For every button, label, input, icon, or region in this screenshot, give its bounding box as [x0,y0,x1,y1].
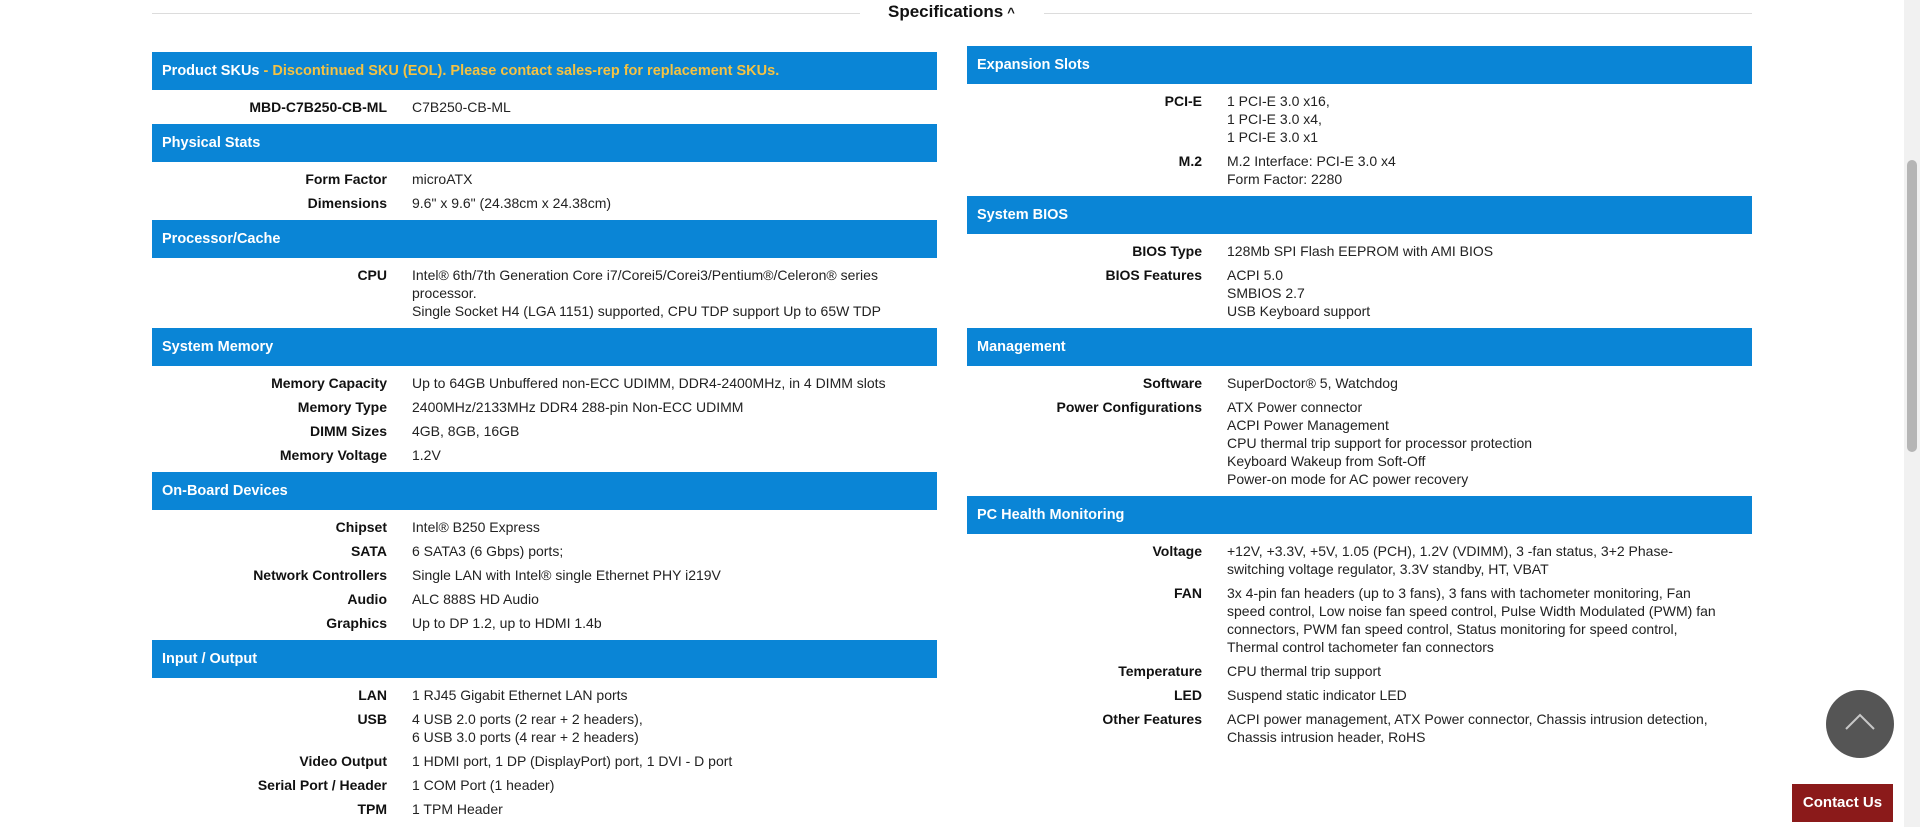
spec-label: Form Factor [305,171,387,187]
section-physical-stats [152,124,937,220]
spec-value [1227,266,1752,320]
spec-value-line: 4GB, 8GB, 16GB [412,423,520,439]
spec-value-line: microATX [412,171,473,187]
spec-value [412,542,937,560]
spec-value-line: 3x 4-pin fan headers (up to 3 fans), 3 fans with tachometer monitoring, Fan speed control, Low noise fan speed control, Pulse Width Modulated (PWM) fan connectors, PWM fan speed control, Status monitoring for speed control, Thermal control tachometer fan connectors [1227,585,1716,655]
specifications-toggle[interactable] [888,2,1015,22]
spec-value-line: ALC 888S HD Audio [412,591,539,607]
specs-left-column [152,52,937,826]
spec-value [1227,584,1752,656]
spec-value [1227,398,1752,488]
eol-warning: - Discontinued SKU (EOL). Please contact sales-rep for replacement SKUs. [259,63,780,79]
spec-value [412,446,937,464]
spec-label: Memory Voltage [279,447,387,463]
spec-row [967,92,1752,146]
spec-value [412,752,937,770]
spec-value-line: 1 RJ45 Gigabit Ethernet LAN ports [412,687,628,703]
specifications-header [152,0,1752,26]
spec-value [412,614,937,632]
spec-value [412,776,937,794]
spec-rows [967,542,1752,754]
section-title: Product SKUs [162,63,260,79]
spec-value-line: SuperDoctor® 5, Watchdog [1227,375,1398,391]
section-header [152,52,937,90]
spec-label: DIMM Sizes [309,423,387,439]
spec-label: Software [1142,375,1202,391]
section-header: On-Board Devices [152,472,937,510]
spec-label: M.2 [1178,153,1202,169]
spec-row [967,584,1752,656]
spec-value [412,170,937,188]
section-header: System BIOS [967,196,1752,234]
spec-value-line: C7B250-CB-ML [412,99,511,115]
spec-label: Network Controllers [253,567,387,583]
spec-value-line: SMBIOS 2.7 [1227,285,1305,301]
spec-rows [152,686,937,826]
spec-label: BIOS Type [1132,243,1202,259]
section-expansion-slots [967,46,1752,196]
spec-value-line: Single LAN with Intel® single Ethernet PHY i219V [412,567,721,583]
spec-label: SATA [350,543,387,559]
spec-rows [152,266,937,328]
spec-row [152,422,937,440]
spec-row [152,518,937,536]
spec-label: Chipset [335,519,387,535]
spec-value-line: USB Keyboard support [1227,303,1371,319]
spec-value [412,710,937,746]
spec-row [152,590,937,608]
spec-value [412,686,937,704]
spec-value-line: 6 USB 3.0 ports (4 rear + 2 headers) [412,729,639,745]
spec-value [1227,374,1752,392]
spec-rows [152,518,937,640]
back-to-top-button[interactable] [1826,690,1894,758]
section-header: Expansion Slots [967,46,1752,84]
spec-value-line: 1 PCI-E 3.0 x1 [1227,129,1319,145]
section-header: System Memory [152,328,937,366]
section-system-memory [152,328,937,472]
spec-rows [152,374,937,472]
contact-us-button[interactable]: Contact Us [1792,784,1893,822]
spec-value [412,98,937,116]
spec-value [412,566,937,584]
spec-label: LAN [358,687,387,703]
spec-value-line: Form Factor: 2280 [1227,171,1343,187]
spec-row [152,686,937,704]
section-pc-health-monitoring [967,496,1752,754]
spec-value-line: CPU thermal trip support [1227,663,1382,679]
spec-value-line: Suspend static indicator LED [1227,687,1407,703]
divider-right [1044,13,1752,14]
spec-row [152,98,937,116]
spec-rows [967,242,1752,328]
spec-value-line: 1 PCI-E 3.0 x4, [1227,111,1322,127]
spec-value [1227,710,1752,746]
spec-value-line: 2400MHz/2133MHz DDR4 288-pin Non-ECC UDIMM [412,399,744,415]
spec-label: Memory Type [297,399,387,415]
spec-value-line: ACPI 5.0 [1227,267,1284,283]
spec-value-line: Intel® B250 Express [412,519,540,535]
spec-row [152,266,937,320]
spec-label: Dimensions [307,195,387,211]
spec-label: BIOS Features [1105,267,1202,283]
spec-value [412,374,937,392]
section-header: PC Health Monitoring [967,496,1752,534]
arrow-up-icon [1844,712,1876,732]
section-system-bios [967,196,1752,328]
chevron-up-icon: ^ [1007,5,1015,20]
spec-value [1227,686,1752,704]
spec-rows [152,170,937,220]
spec-value [1227,542,1752,578]
spec-row [152,374,937,392]
spec-value-line: 6 SATA3 (6 Gbps) ports; [412,543,564,559]
section-on-board-devices [152,472,937,640]
spec-row [152,194,937,212]
section-header: Processor/Cache [152,220,937,258]
spec-row [967,710,1752,746]
spec-value [1227,92,1752,146]
spec-row [967,398,1752,488]
spec-label: Graphics [326,615,387,631]
spec-value-line: 1 PCI-E 3.0 x16, [1227,93,1330,109]
spec-row [967,374,1752,392]
spec-value-line: Up to 64GB Unbuffered non-ECC UDIMM, DDR4-2400MHz, in 4 DIMM slots [412,375,886,391]
spec-label: Memory Capacity [271,375,387,391]
spec-value-line: 1 COM Port (1 header) [412,777,555,793]
spec-value [412,194,937,212]
spec-row [152,398,937,416]
spec-label: Other Features [1102,711,1202,727]
spec-row [967,152,1752,188]
spec-label: Power Configurations [1056,399,1202,415]
spec-value-line: +12V, +3.3V, +5V, 1.05 (PCH), 1.2V (VDIMM), 3 -fan status, 3+2 Phase-switching voltage regulator, 3.3V standby, HT, VBAT [1227,543,1673,577]
spec-value [412,518,937,536]
spec-label: TPM [357,801,387,817]
spec-rows [152,98,937,124]
spec-rows [967,92,1752,196]
spec-value [412,800,937,818]
spec-value [412,422,937,440]
spec-value-line: 128Mb SPI Flash EEPROM with AMI BIOS [1227,243,1494,259]
section-management [967,328,1752,496]
spec-rows [967,374,1752,496]
spec-row [152,566,937,584]
spec-value-line: 1.2V [412,447,441,463]
spec-label: MBD-C7B250-CB-ML [249,99,387,115]
spec-value-line: 9.6" x 9.6" (24.38cm x 24.38cm) [412,195,612,211]
spec-label: FAN [1174,585,1202,601]
spec-value [412,398,937,416]
spec-row [967,686,1752,704]
spec-value [412,266,937,320]
spec-value-line: Single Socket H4 (LGA 1151) supported, CPU TDP support Up to 65W TDP [412,303,881,319]
spec-value-line: ACPI Power Management [1227,417,1389,433]
spec-row [152,710,937,746]
spec-value [1227,662,1752,680]
spec-label: Temperature [1118,663,1202,679]
spec-row [967,266,1752,320]
spec-row [152,170,937,188]
spec-value [1227,242,1752,260]
spec-row [152,614,937,632]
specs-right-column [967,46,1752,754]
spec-value-line: Intel® 6th/7th Generation Core i7/Corei5/Corei3/Pentium®/Celeron® series processor. [412,267,878,301]
spec-value-line: ACPI power management, ATX Power connector, Chassis intrusion detection, Chassis intrusion header, RoHS [1227,711,1708,745]
section-processor-cache [152,220,937,328]
spec-row [152,752,937,770]
section-header: Physical Stats [152,124,937,162]
spec-value-line: Power-on mode for AC power recovery [1227,471,1469,487]
spec-value-line: ATX Power connector [1227,399,1363,415]
spec-row [152,446,937,464]
section-input-output [152,640,937,826]
spec-value [412,590,937,608]
spec-row [152,776,937,794]
spec-value [1227,152,1752,188]
spec-value-line: CPU thermal trip support for processor protection [1227,435,1533,451]
spec-label: Video Output [299,753,387,769]
spec-row [967,242,1752,260]
spec-label: Serial Port / Header [257,777,387,793]
spec-label: Audio [347,591,387,607]
section-product-skus [152,52,937,124]
spec-row [967,542,1752,578]
section-header: Management [967,328,1752,366]
scrollbar-thumb[interactable] [1907,160,1917,452]
spec-value-line: 4 USB 2.0 ports (2 rear + 2 headers), [412,711,643,727]
spec-label: PCI-E [1164,93,1202,109]
spec-row [152,542,937,560]
specifications-title: Specifications [888,2,1004,21]
spec-label: LED [1174,687,1202,703]
spec-label: CPU [357,267,387,283]
divider-left [152,13,860,14]
section-header: Input / Output [152,640,937,678]
spec-value-line: M.2 Interface: PCI-E 3.0 x4 [1227,153,1396,169]
spec-label: Voltage [1152,543,1202,559]
spec-value-line: 1 HDMI port, 1 DP (DisplayPort) port, 1 DVI - D port [412,753,733,769]
spec-value-line: Up to DP 1.2, up to HDMI 1.4b [412,615,602,631]
spec-row [152,800,937,818]
spec-row [967,662,1752,680]
page-scrollbar[interactable] [1904,0,1920,827]
spec-label: USB [357,711,387,727]
spec-value-line: 1 TPM Header [412,801,503,817]
spec-value-line: Keyboard Wakeup from Soft-Off [1227,453,1426,469]
